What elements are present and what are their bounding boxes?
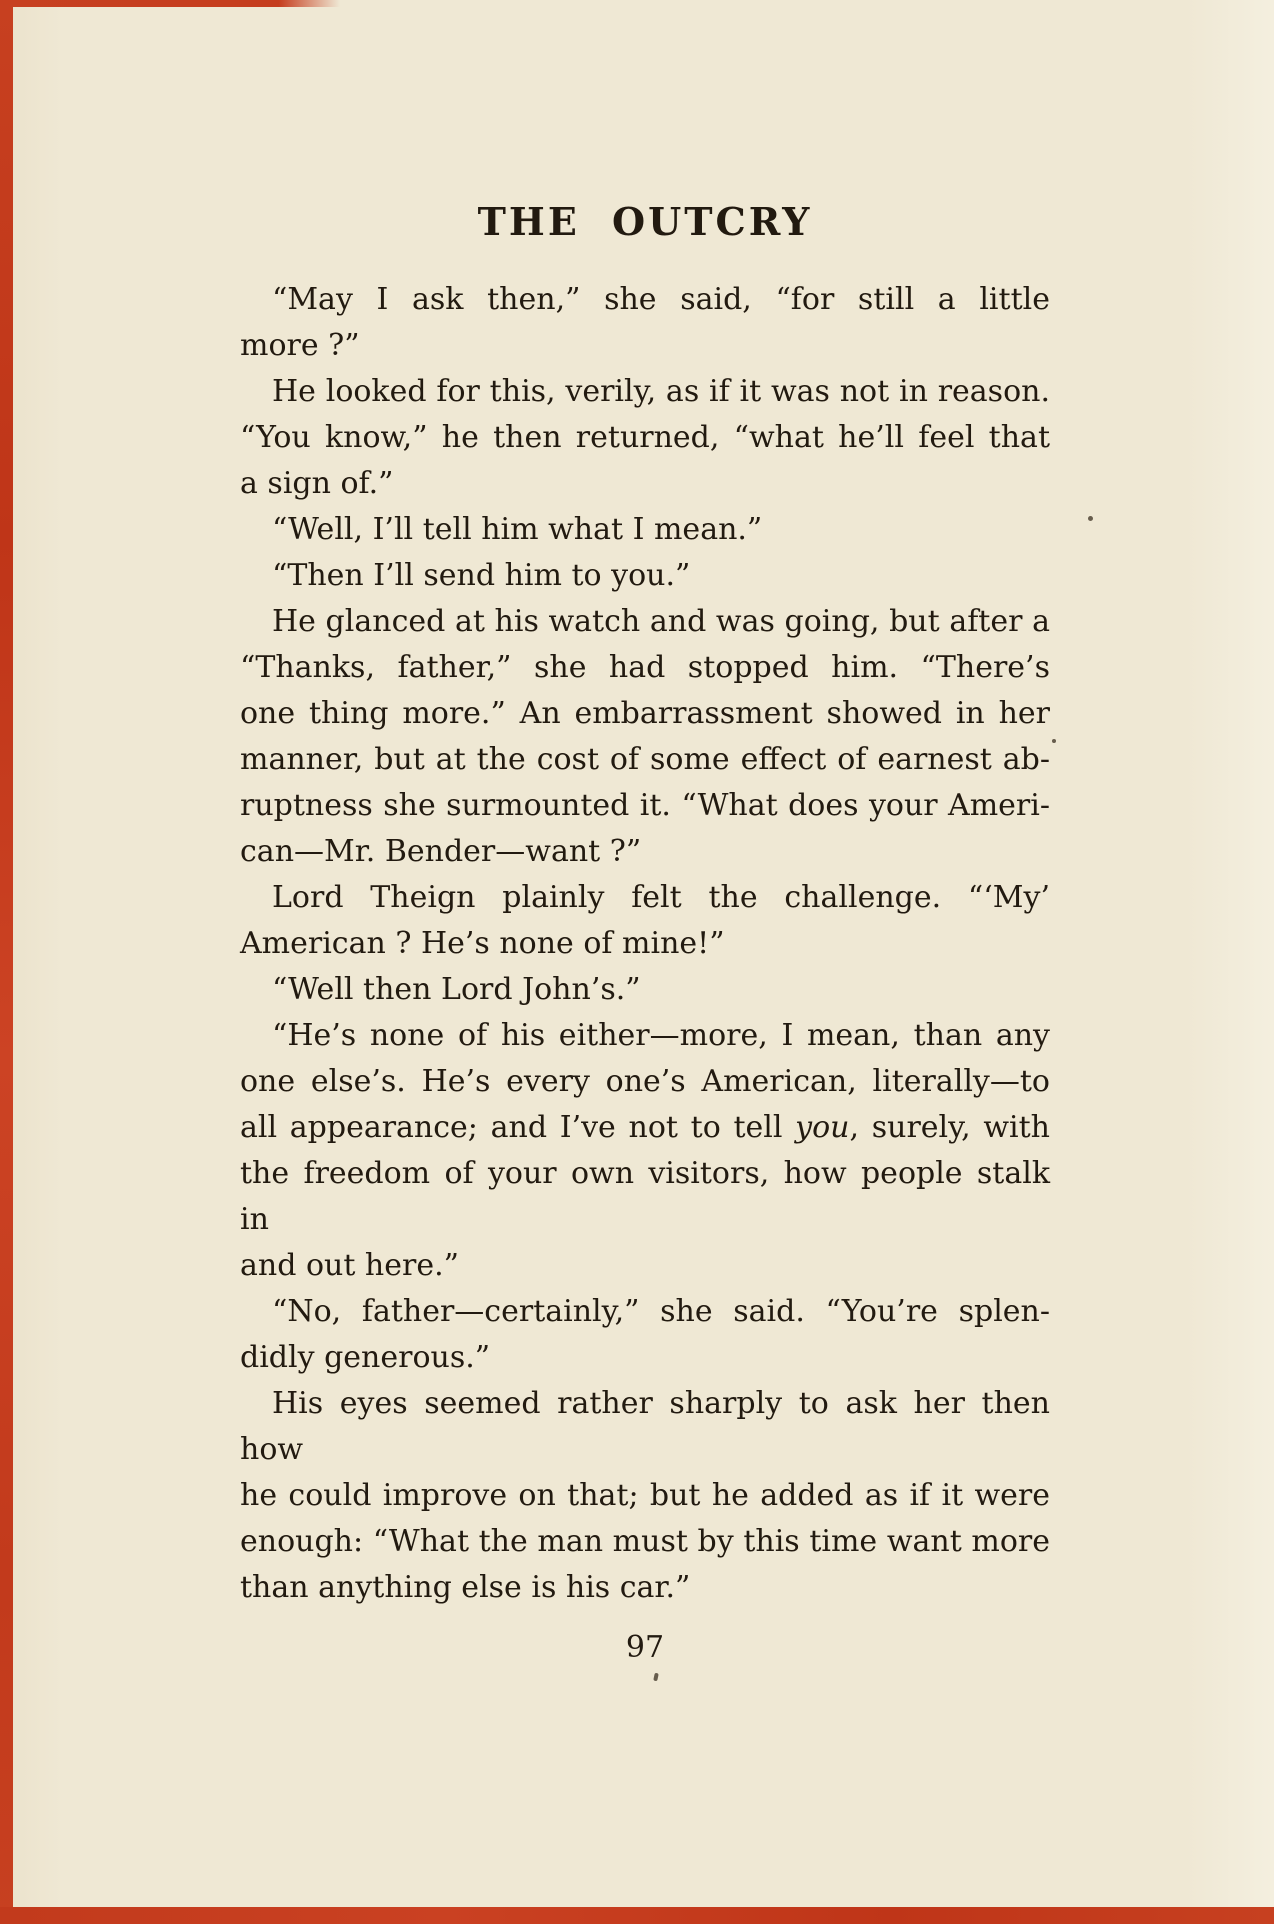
text-line: one thing more.” An embarrassment showed in her: [240, 696, 1050, 731]
text-line: “Then I’ll send him to you.”: [272, 558, 691, 593]
text-line: ruptness she surmounted it. “What does your Ameri-: [240, 788, 1050, 823]
text-segment: all appearance; and I’ve not to tell: [240, 1110, 796, 1145]
body-text: [240, 277, 1050, 1611]
text-line: “Thanks, father,” she had stopped him. “There’s: [240, 650, 1050, 685]
running-head-title: THE OUTCRY: [477, 199, 813, 244]
text-line: manner, but at the cost of some effect of earnest ab-: [240, 742, 1050, 777]
text-line: can—Mr. Bender—want ?”: [240, 834, 642, 869]
italic-word: you: [795, 1110, 850, 1145]
text-line: American ? He’s none of mine!”: [240, 926, 725, 961]
scan-speck: [1088, 516, 1093, 521]
text-line: the freedom of your own visitors, how people stalk in: [240, 1156, 1050, 1237]
scan-speck: [653, 1673, 659, 1682]
text-line: “You know,” he then returned, “what he’ll feel that: [240, 420, 1050, 455]
text-line: [240, 1105, 1050, 1151]
text-line: one else’s. He’s every one’s American, literally—to: [240, 1064, 1050, 1099]
text-line: Lord Theign plainly felt the challenge. “‘My’: [272, 880, 1050, 915]
text-line: and out here.”: [240, 1248, 459, 1283]
text-line: “May I ask then,” she said, “for still a little: [272, 282, 1050, 317]
scan-speck: [1052, 739, 1056, 743]
text-line: “He’s none of his either—more, I mean, than any: [272, 1018, 1050, 1053]
text-line: more ?”: [240, 328, 360, 363]
scan-edge-left: [0, 0, 13, 1924]
text-line: a sign of.”: [240, 466, 394, 501]
text-line: “Well then Lord John’s.”: [272, 972, 641, 1007]
text-line: didly generous.”: [240, 1340, 491, 1375]
scan-edge-top: [0, 0, 340, 7]
text-line: “Well, I’ll tell him what I mean.”: [272, 512, 763, 547]
text-line: he could improve on that; but he added as if it were: [240, 1478, 1050, 1513]
scan-edge-bottom: [0, 1907, 1274, 1924]
text-block: [240, 200, 1050, 1671]
text-line: than anything else is his car.”: [240, 1570, 691, 1605]
text-line: enough: “What the man must by this time want more: [240, 1524, 1050, 1559]
text-line: He glanced at his watch and was going, but after a: [272, 604, 1050, 639]
text-line: “No, father—certainly,” she said. “You’re splen-: [272, 1294, 1050, 1329]
text-line: He looked for this, verily, as if it was not in reason.: [272, 374, 1050, 409]
text-line: His eyes seemed rather sharply to ask her then how: [240, 1386, 1050, 1467]
text-segment: , surely, with: [849, 1110, 1051, 1145]
page-number: 97: [625, 1630, 665, 1665]
